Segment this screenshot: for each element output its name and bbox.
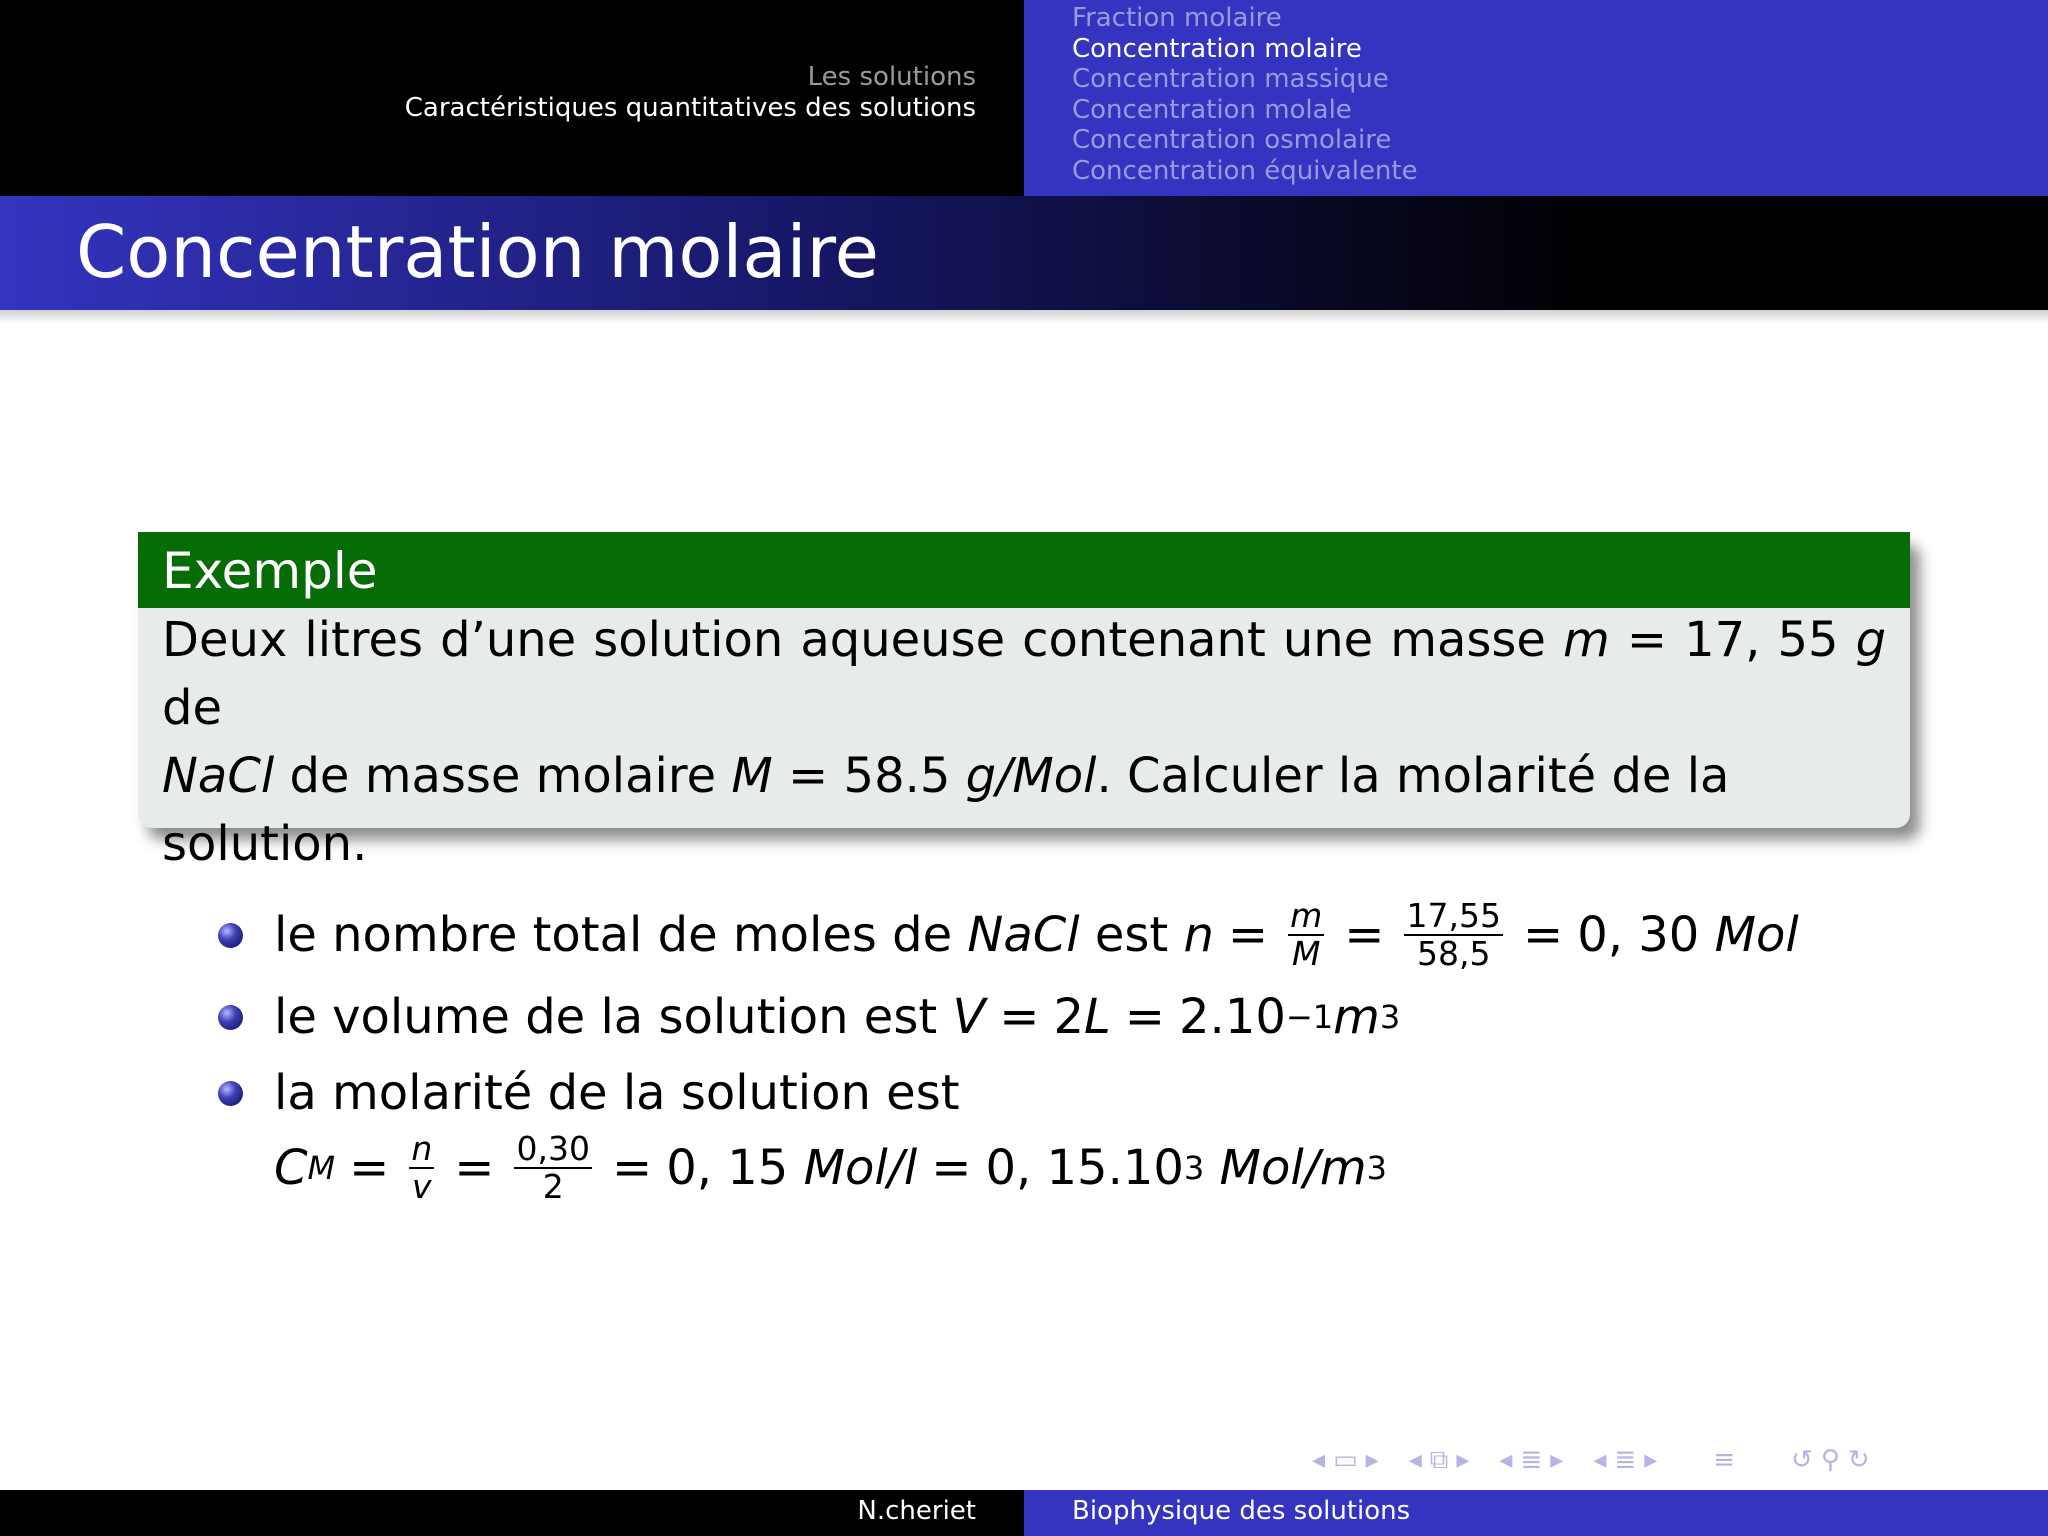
footer-author: N.cheriet [857, 1496, 976, 1526]
frame-title-bar [0, 196, 2048, 310]
fraction [409, 1131, 434, 1205]
bullet-ball-icon [218, 1005, 243, 1030]
bullet-text: le nombre total de moles de NaCl est n = $\frac{m}{M}$ = $\frac{17,55}{58,5}$ = 0, 30 Mol [274, 896, 1799, 973]
math-value: 0, 15 [666, 1140, 789, 1196]
footer-title: Biophysique des solutions [1072, 1496, 1411, 1526]
math-value: 0, 15.10 [985, 1140, 1184, 1196]
footer-left [0, 1490, 1024, 1536]
bullet-formula: C M = $\frac{n}{v}$ = $\frac{0,30}{2}$ = 0, 15 Mol/l = 0, 15.10 3 Mol/m 3 [274, 1129, 1387, 1206]
toc-item-concentration-osmolaire[interactable]: Concentration osmolaire [1072, 125, 1392, 156]
nav-left-icon[interactable]: ◂ [1408, 1445, 1422, 1475]
math-op: = [1626, 612, 1668, 668]
bullet-ball-icon [218, 1081, 243, 1106]
example-line-1 [162, 606, 1886, 742]
header-toc [1024, 0, 2048, 196]
nav-right-icon[interactable]: ▸ [1550, 1445, 1564, 1475]
frame-icon[interactable]: ▭ [1333, 1445, 1358, 1475]
math-subscript: M [307, 1149, 336, 1187]
fraction [1404, 898, 1502, 972]
example-block-header [138, 532, 1910, 608]
math-unit: Mol [1714, 907, 1799, 963]
bullet-label: le nombre total de moles de [274, 907, 953, 963]
fraction [1288, 898, 1324, 972]
example-line-3: solution. [162, 816, 368, 872]
title-shadow [0, 310, 2048, 324]
fraction [514, 1131, 591, 1205]
math-unit: L [1084, 989, 1111, 1045]
math-op: = [788, 748, 829, 804]
header-section-info [405, 62, 976, 124]
example-block [138, 532, 1910, 872]
example-line-2 [162, 742, 1886, 810]
example-text: . Calculer la molarité de la [1096, 748, 1730, 804]
section-icon[interactable]: ≣ [1614, 1445, 1637, 1475]
math-value: 0, 30 [1577, 907, 1700, 963]
frames-icon[interactable]: ⧉ [1429, 1444, 1449, 1475]
bullet-label: est [1094, 907, 1169, 963]
toc-item-concentration-massique[interactable]: Concentration massique [1072, 64, 1389, 95]
fraction-numerator: 17,55 [1406, 896, 1501, 935]
toc-item-concentration-equivalente[interactable]: Concentration équivalente [1072, 155, 1418, 186]
toc-item-concentration-molaire[interactable]: Concentration molaire [1072, 33, 1362, 64]
bullet-label: le volume de la solution est [274, 989, 938, 1045]
math-value: 58.5 [843, 748, 951, 804]
example-text: de [162, 680, 222, 736]
header-subsection[interactable]: Caractéristiques quantitatives des solutions [404, 93, 976, 123]
nav-right-icon[interactable]: ▸ [1456, 1445, 1470, 1475]
bullet-text: le volume de la solution est V = 2 L = 2.10 −1 m 3 [274, 989, 1401, 1045]
fraction-denominator: 2 [542, 1167, 564, 1206]
nav-left-icon[interactable]: ◂ [1499, 1445, 1513, 1475]
example-text: Deux litres d’une solution aqueuse contenant une masse [162, 612, 1546, 668]
fraction-numerator: 0,30 [516, 1129, 590, 1168]
math-unit: m [1333, 989, 1380, 1045]
bullet-ball-icon [218, 923, 243, 948]
math-unit: Mol/l [803, 1140, 918, 1196]
math-var: C [274, 1140, 308, 1196]
example-block-body [162, 606, 1886, 878]
example-block-title: Exemple [162, 542, 378, 600]
nav-right-icon[interactable]: ▸ [1644, 1445, 1658, 1475]
fraction-denominator: 58,5 [1416, 934, 1491, 973]
subsection-icon[interactable]: ≣ [1520, 1445, 1543, 1475]
toc-item-concentration-molale[interactable]: Concentration molale [1072, 94, 1352, 125]
fraction-denominator: M [1291, 934, 1321, 973]
math-var: m [1563, 612, 1610, 668]
nav-left-icon[interactable]: ◂ [1312, 1445, 1326, 1475]
math-var: NaCl [967, 907, 1080, 963]
math-var: M [731, 748, 773, 804]
fraction-numerator: n [411, 1129, 433, 1168]
undo-icon[interactable]: ↺ [1791, 1445, 1813, 1475]
math-var: n [1183, 907, 1214, 963]
header-left [0, 0, 1024, 196]
math-unit: g [1855, 612, 1887, 668]
math-unit: g/Mol [965, 748, 1097, 804]
footer-right [1024, 1490, 2048, 1536]
fraction-denominator: v [412, 1167, 432, 1206]
nav-right-icon[interactable]: ▸ [1365, 1445, 1379, 1475]
math-var: V [952, 989, 986, 1045]
example-text: de masse molaire [289, 748, 717, 804]
bullet-label: la molarité de la solution est [274, 1065, 960, 1121]
redo-icon[interactable]: ↻ [1847, 1445, 1870, 1475]
math-unit: Mol/m [1219, 1140, 1367, 1196]
math-value: 17, 55 [1684, 612, 1839, 668]
search-icon[interactable]: ⚲ [1820, 1445, 1840, 1475]
bullet-text [274, 1062, 960, 1124]
align-icon[interactable]: ≡ [1713, 1445, 1736, 1475]
header-section[interactable]: Les solutions [807, 62, 976, 92]
frame-title: Concentration molaire [76, 210, 879, 294]
math-value: 2.10 [1179, 989, 1286, 1045]
navigation-symbols [1312, 1442, 1870, 1478]
fraction-numerator: m [1290, 896, 1323, 935]
nav-left-icon[interactable]: ◂ [1593, 1445, 1607, 1475]
math-var: NaCl [162, 748, 275, 804]
toc-item-fraction-molaire[interactable]: Fraction molaire [1072, 3, 1282, 33]
math-value: 2 [1053, 989, 1085, 1045]
